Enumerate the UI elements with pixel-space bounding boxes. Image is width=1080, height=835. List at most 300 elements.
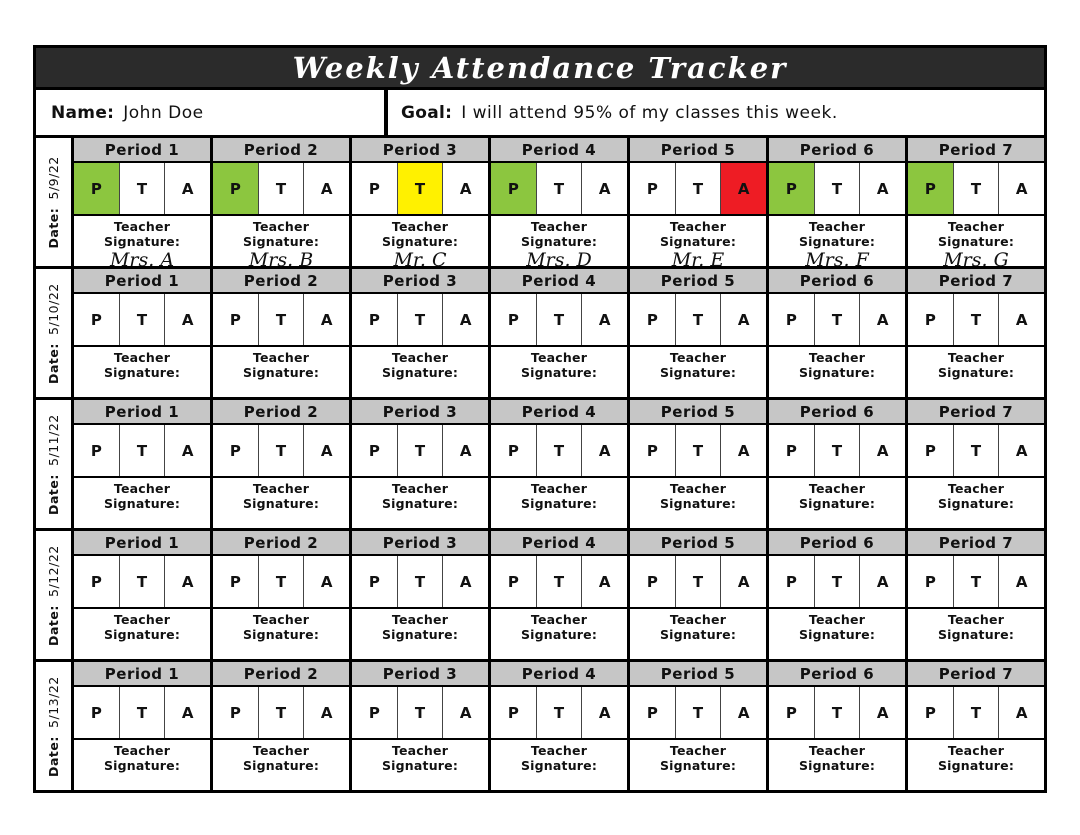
attendance-cell-absent[interactable]: A xyxy=(459,179,472,198)
period-header: Period 6 xyxy=(769,662,905,687)
teacher-signature-area[interactable] xyxy=(630,478,766,528)
attendance-cell-present[interactable]: P xyxy=(74,425,120,476)
attendance-cells xyxy=(630,687,766,740)
period-block xyxy=(908,531,1044,659)
teacher-signature-value[interactable]: Mrs. B xyxy=(248,249,314,266)
period-header: Period 5 xyxy=(630,400,766,425)
attendance-cell-absent[interactable]: A xyxy=(876,703,889,722)
period-block xyxy=(213,400,352,528)
period-block xyxy=(908,138,1044,266)
teacher-signature-label: Teacher Signature: xyxy=(937,612,1015,642)
attendance-cell-tardy[interactable]: T xyxy=(537,294,583,345)
attendance-cell-absent[interactable]: A xyxy=(876,179,889,198)
date-value: 5/10/22 xyxy=(46,282,61,335)
teacher-signature-label: Teacher Signature: xyxy=(381,743,459,773)
attendance-cell-tardy[interactable]: T xyxy=(815,425,861,476)
attendance-cell-present[interactable]: P xyxy=(491,294,537,345)
teacher-signature-area[interactable] xyxy=(352,478,488,528)
period-block xyxy=(213,531,352,659)
attendance-cell-absent[interactable]: A xyxy=(181,179,194,198)
teacher-signature-area[interactable] xyxy=(908,347,1044,397)
teacher-signature-area[interactable] xyxy=(769,478,905,528)
period-header: Period 6 xyxy=(769,138,905,163)
teacher-signature-label: Teacher Signature: xyxy=(659,612,737,642)
teacher-signature-label: Teacher Signature: xyxy=(381,481,459,511)
attendance-cells xyxy=(769,556,905,609)
date-rotated-text xyxy=(46,414,61,515)
teacher-signature-label: Teacher Signature: xyxy=(242,350,320,380)
date-rotated-text xyxy=(46,156,61,248)
attendance-cell-tardy[interactable]: T xyxy=(676,163,722,214)
attendance-cells xyxy=(908,556,1044,609)
attendance-cell-present[interactable]: P xyxy=(769,556,815,607)
date-cell xyxy=(36,531,74,659)
day-row xyxy=(36,138,1044,269)
period-block xyxy=(213,662,352,790)
period-block xyxy=(630,400,769,528)
attendance-cells xyxy=(74,425,210,478)
attendance-cell-tardy[interactable]: T xyxy=(954,687,1000,738)
teacher-signature-area[interactable] xyxy=(630,347,766,397)
period-block xyxy=(352,662,491,790)
period-header: Period 2 xyxy=(213,269,349,294)
period-header: Period 6 xyxy=(769,531,905,556)
period-header: Period 4 xyxy=(491,662,627,687)
attendance-cells xyxy=(491,163,627,216)
teacher-signature-area[interactable] xyxy=(213,609,349,659)
attendance-cell-absent[interactable]: A xyxy=(459,310,472,329)
attendance-cells xyxy=(74,687,210,740)
attendance-cell-tardy[interactable]: T xyxy=(398,425,444,476)
attendance-cell-absent[interactable]: A xyxy=(1015,179,1028,198)
attendance-cell-tardy[interactable]: T xyxy=(259,425,305,476)
attendance-cell-present[interactable]: P xyxy=(491,163,537,214)
teacher-signature-area[interactable] xyxy=(769,347,905,397)
attendance-cell-absent[interactable]: A xyxy=(598,310,611,329)
attendance-cell-present[interactable]: P xyxy=(352,687,398,738)
attendance-cell-absent[interactable]: A xyxy=(721,163,766,214)
attendance-cell-tardy[interactable]: T xyxy=(537,163,583,214)
teacher-signature-area[interactable] xyxy=(213,216,349,266)
attendance-cell-absent[interactable]: A xyxy=(181,572,194,591)
attendance-cells xyxy=(769,687,905,740)
attendance-cell-tardy[interactable]: T xyxy=(120,294,166,345)
teacher-signature-label: Teacher Signature: xyxy=(659,481,737,511)
attendance-cells xyxy=(908,294,1044,347)
teacher-signature-area[interactable] xyxy=(352,609,488,659)
period-header: Period 2 xyxy=(213,138,349,163)
attendance-cells xyxy=(491,425,627,478)
attendance-cell-tardy[interactable]: T xyxy=(815,687,861,738)
teacher-signature-label: Teacher Signature: xyxy=(242,743,320,773)
attendance-cell-absent[interactable]: A xyxy=(459,572,472,591)
attendance-cell-present[interactable]: P xyxy=(630,294,676,345)
teacher-signature-label: Teacher Signature: xyxy=(103,612,181,642)
period-block xyxy=(908,662,1044,790)
period-block xyxy=(74,138,213,266)
period-header: Period 4 xyxy=(491,138,627,163)
attendance-cell-present[interactable]: P xyxy=(491,425,537,476)
teacher-signature-label: Teacher Signature: xyxy=(381,350,459,380)
teacher-signature-value[interactable]: Mrs. G xyxy=(943,249,1009,266)
attendance-cells xyxy=(74,556,210,609)
attendance-cell-absent[interactable]: A xyxy=(876,441,889,460)
attendance-cell-present[interactable]: P xyxy=(908,425,954,476)
period-header: Period 2 xyxy=(213,662,349,687)
date-value: 5/9/22 xyxy=(46,155,61,199)
attendance-cell-present[interactable]: P xyxy=(74,294,120,345)
attendance-cell-tardy[interactable]: T xyxy=(676,425,722,476)
teacher-signature-value[interactable]: Mrs. F xyxy=(805,249,869,266)
period-block xyxy=(769,662,908,790)
period-header: Period 4 xyxy=(491,531,627,556)
teacher-signature-area[interactable] xyxy=(908,216,1044,266)
teacher-signature-label: Teacher Signature: xyxy=(937,481,1015,511)
teacher-signature-label: Teacher Signature: xyxy=(242,612,320,642)
attendance-cell-tardy[interactable]: T xyxy=(259,556,305,607)
attendance-cell-tardy[interactable]: T xyxy=(398,294,444,345)
period-header: Period 1 xyxy=(74,269,210,294)
period-block xyxy=(352,138,491,266)
attendance-cell-tardy[interactable]: T xyxy=(954,425,1000,476)
period-header: Period 3 xyxy=(352,400,488,425)
attendance-cell-present[interactable]: P xyxy=(630,556,676,607)
attendance-cell-absent[interactable]: A xyxy=(598,572,611,591)
tracker-grid xyxy=(33,138,1047,793)
date-cell xyxy=(36,400,74,528)
period-block xyxy=(630,531,769,659)
attendance-cell-absent[interactable]: A xyxy=(737,572,750,591)
attendance-cell-tardy[interactable]: T xyxy=(120,556,166,607)
attendance-cell-absent[interactable]: A xyxy=(181,441,194,460)
period-block xyxy=(630,662,769,790)
teacher-signature-label: Teacher Signature: xyxy=(520,219,598,249)
attendance-cells xyxy=(352,687,488,740)
period-block xyxy=(908,400,1044,528)
attendance-cell-tardy[interactable]: T xyxy=(259,687,305,738)
attendance-cells xyxy=(908,425,1044,478)
attendance-cell-present[interactable]: P xyxy=(630,425,676,476)
teacher-signature-area[interactable] xyxy=(769,740,905,790)
attendance-cell-tardy[interactable]: T xyxy=(676,556,722,607)
period-header: Period 4 xyxy=(491,400,627,425)
attendance-cell-present[interactable]: P xyxy=(908,556,954,607)
teacher-signature-value[interactable]: Mrs. A xyxy=(109,249,175,266)
attendance-cell-present[interactable]: P xyxy=(352,163,398,214)
day-row xyxy=(36,269,1044,400)
teacher-signature-label: Teacher Signature: xyxy=(381,219,459,249)
attendance-cells xyxy=(352,163,488,216)
teacher-signature-area[interactable] xyxy=(491,740,627,790)
attendance-cell-absent[interactable]: A xyxy=(598,179,611,198)
attendance-cell-absent[interactable]: A xyxy=(181,310,194,329)
attendance-cell-absent[interactable]: A xyxy=(876,572,889,591)
attendance-cell-tardy[interactable]: T xyxy=(815,163,861,214)
period-block xyxy=(491,400,630,528)
teacher-signature-value[interactable]: Mrs. D xyxy=(526,249,592,266)
attendance-cell-tardy[interactable]: T xyxy=(259,163,305,214)
attendance-cells xyxy=(213,556,349,609)
teacher-signature-label: Teacher Signature: xyxy=(659,219,737,249)
attendance-cell-tardy[interactable]: T xyxy=(537,425,583,476)
attendance-cell-present[interactable]: P xyxy=(74,163,120,214)
period-block xyxy=(491,662,630,790)
attendance-cell-present[interactable]: P xyxy=(769,163,815,214)
attendance-cell-present[interactable]: P xyxy=(213,687,259,738)
teacher-signature-value[interactable]: Mr. C xyxy=(393,249,447,266)
period-header: Period 5 xyxy=(630,138,766,163)
attendance-cell-tardy[interactable]: T xyxy=(120,425,166,476)
teacher-signature-area[interactable] xyxy=(74,740,210,790)
attendance-cells xyxy=(213,163,349,216)
period-header: Period 5 xyxy=(630,662,766,687)
teacher-signature-label: Teacher Signature: xyxy=(798,612,876,642)
attendance-cell-absent[interactable]: A xyxy=(1015,441,1028,460)
date-cell xyxy=(36,138,74,266)
attendance-cell-tardy[interactable]: T xyxy=(676,294,722,345)
date-value: 5/13/22 xyxy=(46,675,61,728)
period-header: Period 3 xyxy=(352,138,488,163)
attendance-cell-tardy[interactable]: T xyxy=(815,294,861,345)
attendance-cell-tardy[interactable]: T xyxy=(398,687,444,738)
teacher-signature-label: Teacher Signature: xyxy=(937,219,1015,249)
attendance-cell-absent[interactable]: A xyxy=(1015,310,1028,329)
attendance-cell-present[interactable]: P xyxy=(352,425,398,476)
period-block xyxy=(769,400,908,528)
name-value[interactable]: John Doe xyxy=(123,102,204,123)
teacher-signature-area[interactable] xyxy=(908,609,1044,659)
period-header: Period 5 xyxy=(630,531,766,556)
teacher-signature-area[interactable] xyxy=(630,609,766,659)
period-block xyxy=(213,138,352,266)
attendance-cells xyxy=(491,294,627,347)
period-block xyxy=(74,531,213,659)
teacher-signature-area[interactable] xyxy=(491,347,627,397)
date-rotated-text xyxy=(46,676,61,777)
teacher-signature-label: Teacher Signature: xyxy=(798,743,876,773)
attendance-cell-present[interactable]: P xyxy=(769,687,815,738)
attendance-cell-present[interactable]: P xyxy=(74,556,120,607)
teacher-signature-area[interactable] xyxy=(352,740,488,790)
attendance-cell-tardy[interactable]: T xyxy=(537,556,583,607)
teacher-signature-label: Teacher Signature: xyxy=(937,743,1015,773)
attendance-cell-present[interactable]: P xyxy=(74,687,120,738)
attendance-cell-present[interactable]: P xyxy=(630,163,676,214)
attendance-cell-present[interactable]: P xyxy=(491,687,537,738)
teacher-signature-label: Teacher Signature: xyxy=(937,350,1015,380)
teacher-signature-label: Teacher Signature: xyxy=(659,350,737,380)
teacher-signature-label: Teacher Signature: xyxy=(798,481,876,511)
period-block xyxy=(491,138,630,266)
period-header: Period 6 xyxy=(769,269,905,294)
teacher-signature-label: Teacher Signature: xyxy=(798,350,876,380)
period-header: Period 2 xyxy=(213,531,349,556)
teacher-signature-value[interactable]: Mr. E xyxy=(671,249,725,266)
attendance-cell-present[interactable]: P xyxy=(769,294,815,345)
date-value: 5/11/22 xyxy=(46,413,61,466)
attendance-cell-absent[interactable]: A xyxy=(181,703,194,722)
period-block xyxy=(213,269,352,397)
attendance-cell-absent[interactable]: A xyxy=(737,310,750,329)
attendance-cell-present[interactable]: P xyxy=(352,556,398,607)
period-block xyxy=(769,531,908,659)
title-bar xyxy=(33,45,1047,90)
attendance-cell-tardy[interactable]: T xyxy=(120,163,166,214)
period-block xyxy=(630,269,769,397)
day-row xyxy=(36,531,1044,662)
attendance-cell-present[interactable]: P xyxy=(908,163,954,214)
teacher-signature-area[interactable] xyxy=(352,347,488,397)
teacher-signature-label: Teacher Signature: xyxy=(798,219,876,249)
teacher-signature-area[interactable] xyxy=(213,740,349,790)
teacher-signature-label: Teacher Signature: xyxy=(520,743,598,773)
name-field xyxy=(36,90,388,135)
attendance-cell-absent[interactable]: A xyxy=(320,572,333,591)
teacher-signature-label: Teacher Signature: xyxy=(520,612,598,642)
period-block xyxy=(352,400,491,528)
period-block xyxy=(769,138,908,266)
teacher-signature-area[interactable] xyxy=(908,478,1044,528)
attendance-cell-absent[interactable]: A xyxy=(1015,572,1028,591)
attendance-cells xyxy=(213,687,349,740)
period-header: Period 7 xyxy=(908,531,1044,556)
attendance-cell-absent[interactable]: A xyxy=(320,310,333,329)
attendance-cell-absent[interactable]: A xyxy=(737,441,750,460)
attendance-cell-absent[interactable]: A xyxy=(598,703,611,722)
period-header: Period 1 xyxy=(74,662,210,687)
attendance-cells xyxy=(213,294,349,347)
attendance-cells xyxy=(352,294,488,347)
date-cell xyxy=(36,662,74,790)
attendance-cell-absent[interactable]: A xyxy=(320,441,333,460)
attendance-cells xyxy=(352,556,488,609)
attendance-cells xyxy=(769,294,905,347)
teacher-signature-label: Teacher Signature: xyxy=(659,743,737,773)
attendance-cell-present[interactable]: P xyxy=(491,556,537,607)
period-block xyxy=(908,269,1044,397)
period-block xyxy=(352,269,491,397)
attendance-cell-tardy[interactable]: T xyxy=(398,556,444,607)
attendance-cells xyxy=(630,425,766,478)
attendance-cell-present[interactable]: P xyxy=(769,425,815,476)
date-value: 5/12/22 xyxy=(46,544,61,597)
attendance-cell-tardy[interactable]: T xyxy=(954,556,1000,607)
period-block xyxy=(769,269,908,397)
attendance-cells xyxy=(908,163,1044,216)
attendance-cell-absent[interactable]: A xyxy=(1015,703,1028,722)
period-block xyxy=(630,138,769,266)
period-header: Period 7 xyxy=(908,138,1044,163)
attendance-cell-absent[interactable]: A xyxy=(459,703,472,722)
date-label: Date: xyxy=(46,342,61,384)
attendance-cell-present[interactable]: P xyxy=(213,163,259,214)
attendance-cell-tardy[interactable]: T xyxy=(398,163,444,214)
attendance-cell-present[interactable]: P xyxy=(908,294,954,345)
teacher-signature-area[interactable] xyxy=(630,216,766,266)
attendance-cell-tardy[interactable]: T xyxy=(815,556,861,607)
attendance-cell-present[interactable]: P xyxy=(908,687,954,738)
attendance-cell-present[interactable]: P xyxy=(352,294,398,345)
teacher-signature-area[interactable] xyxy=(74,609,210,659)
attendance-cells xyxy=(74,163,210,216)
goal-value[interactable]: I will attend 95% of my classes this week. xyxy=(461,102,838,123)
teacher-signature-area[interactable] xyxy=(74,478,210,528)
teacher-signature-area[interactable] xyxy=(352,216,488,266)
period-header: Period 5 xyxy=(630,269,766,294)
teacher-signature-area[interactable] xyxy=(491,478,627,528)
teacher-signature-label: Teacher Signature: xyxy=(103,743,181,773)
teacher-signature-area[interactable] xyxy=(74,216,210,266)
period-block xyxy=(74,269,213,397)
attendance-cells xyxy=(630,556,766,609)
date-label: Date: xyxy=(46,473,61,515)
date-label: Date: xyxy=(46,735,61,777)
period-header: Period 7 xyxy=(908,400,1044,425)
attendance-cell-absent[interactable]: A xyxy=(737,703,750,722)
teacher-signature-label: Teacher Signature: xyxy=(242,219,320,249)
attendance-cell-absent[interactable]: A xyxy=(320,179,333,198)
day-row xyxy=(36,662,1044,790)
teacher-signature-area[interactable] xyxy=(630,740,766,790)
attendance-cell-absent[interactable]: A xyxy=(459,441,472,460)
attendance-tracker xyxy=(33,45,1047,793)
period-header: Period 1 xyxy=(74,531,210,556)
attendance-cell-tardy[interactable]: T xyxy=(676,687,722,738)
teacher-signature-area[interactable] xyxy=(908,740,1044,790)
attendance-cells xyxy=(769,425,905,478)
attendance-cell-absent[interactable]: A xyxy=(876,310,889,329)
period-header: Period 3 xyxy=(352,269,488,294)
period-header: Period 2 xyxy=(213,400,349,425)
teacher-signature-area[interactable] xyxy=(769,216,905,266)
attendance-cells xyxy=(491,687,627,740)
page-title: Weekly Attendance Tracker xyxy=(292,50,788,85)
date-label: Date: xyxy=(46,604,61,646)
attendance-cell-present[interactable]: P xyxy=(213,556,259,607)
teacher-signature-label: Teacher Signature: xyxy=(520,481,598,511)
teacher-signature-area[interactable] xyxy=(213,478,349,528)
teacher-signature-label: Teacher Signature: xyxy=(103,481,181,511)
period-header: Period 1 xyxy=(74,138,210,163)
attendance-cells xyxy=(908,687,1044,740)
teacher-signature-area[interactable] xyxy=(74,347,210,397)
attendance-cell-tardy[interactable]: T xyxy=(954,294,1000,345)
attendance-cell-tardy[interactable]: T xyxy=(537,687,583,738)
teacher-signature-area[interactable] xyxy=(491,609,627,659)
period-header: Period 7 xyxy=(908,662,1044,687)
date-rotated-text xyxy=(46,283,61,384)
attendance-cell-tardy[interactable]: T xyxy=(259,294,305,345)
attendance-cells xyxy=(769,163,905,216)
date-cell xyxy=(36,269,74,397)
attendance-cell-absent[interactable]: A xyxy=(598,441,611,460)
attendance-cell-tardy[interactable]: T xyxy=(954,163,1000,214)
period-header: Period 4 xyxy=(491,269,627,294)
period-block xyxy=(74,662,213,790)
attendance-cell-present[interactable]: P xyxy=(630,687,676,738)
teacher-signature-area[interactable] xyxy=(769,609,905,659)
teacher-signature-label: Teacher Signature: xyxy=(520,350,598,380)
attendance-cell-present[interactable]: P xyxy=(213,425,259,476)
teacher-signature-area[interactable] xyxy=(491,216,627,266)
info-row xyxy=(33,90,1047,138)
teacher-signature-area[interactable] xyxy=(213,347,349,397)
attendance-cells xyxy=(491,556,627,609)
day-row xyxy=(36,400,1044,531)
attendance-cell-absent[interactable]: A xyxy=(320,703,333,722)
attendance-cell-present[interactable]: P xyxy=(213,294,259,345)
attendance-cell-tardy[interactable]: T xyxy=(120,687,166,738)
